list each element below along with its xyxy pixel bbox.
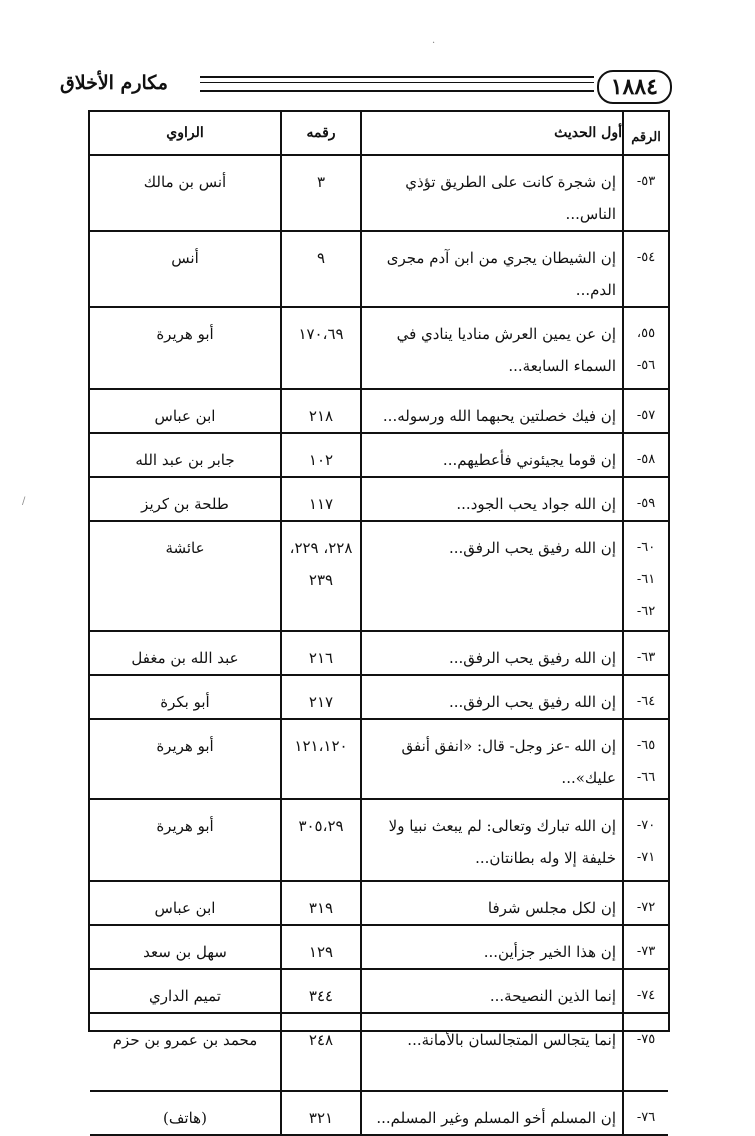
narrator: أبو هريرة xyxy=(90,719,281,799)
table-row xyxy=(90,433,668,477)
hadith-start: إن المسلم أخو المسلم وغير المسلم... xyxy=(361,1091,623,1135)
hadith-ref: ٩ xyxy=(281,231,361,307)
table-row xyxy=(90,521,668,631)
table-row xyxy=(90,881,668,925)
narrator: أنس بن مالك xyxy=(90,155,281,231)
hadith-ref: ١٧٠،٦٩ xyxy=(281,307,361,389)
table xyxy=(90,112,668,1136)
page-header xyxy=(60,66,672,108)
hadith-ref: ٢٢٨، ٢٢٩، ٢٣٩ xyxy=(281,521,361,631)
hadith-ref: ١٢٩ xyxy=(281,925,361,969)
hadith-ref: ٢١٧ xyxy=(281,675,361,719)
scan-speck: / xyxy=(22,496,26,507)
hadith-start: إن شجرة كانت على الطريق تؤذي الناس... xyxy=(361,155,623,231)
hadith-start: إن الله جواد يحب الجود... xyxy=(361,477,623,521)
hadith-ref: ٣١٩ xyxy=(281,881,361,925)
narrator: سهل بن سعد xyxy=(90,925,281,969)
hadith-start: إن هذا الخير جزأين... xyxy=(361,925,623,969)
narrator: طلحة بن كريز xyxy=(90,477,281,521)
hadith-ref: ٣٢١ xyxy=(281,1091,361,1135)
hadith-start: إنما الذين النصيحة... xyxy=(361,969,623,1013)
hadith-start: إنما يتجالس المتجالسان بالأمانة... xyxy=(361,1013,623,1091)
narrator: ابن عباس xyxy=(90,881,281,925)
hadith-ref: ٣٤٤ xyxy=(281,969,361,1013)
table-row xyxy=(90,799,668,881)
narrator: أبو هريرة xyxy=(90,307,281,389)
row-number: ٥٣- xyxy=(623,155,668,231)
narrator: محمد بن عمرو بن حزم xyxy=(90,1013,281,1091)
column-header-narrator: الراوي xyxy=(90,112,281,155)
table-row xyxy=(90,231,668,307)
table-row xyxy=(90,925,668,969)
narrator: ابن عباس xyxy=(90,389,281,433)
narrator: عائشة xyxy=(90,521,281,631)
hadith-ref: ٢٤٨ xyxy=(281,1013,361,1091)
narrator: عبد الله بن مغفل xyxy=(90,631,281,675)
row-number: ٥٩- xyxy=(623,477,668,521)
table-row xyxy=(90,631,668,675)
row-number: ٥٨- xyxy=(623,433,668,477)
table-row xyxy=(90,389,668,433)
column-header-hadith: أول الحديث xyxy=(361,112,623,155)
scan-speck: · xyxy=(432,38,436,49)
hadith-ref: ٣٠٥،٢٩ xyxy=(281,799,361,881)
row-number: ٦٠- ٦١- ٦٢- xyxy=(623,521,668,631)
narrator: أبو بكرة xyxy=(90,675,281,719)
table-header-row xyxy=(90,112,668,155)
narrator: جابر بن عبد الله xyxy=(90,433,281,477)
table-row xyxy=(90,969,668,1013)
hadith-start: إن الله -عز وجل- قال: «انفق أنفق عليك»... xyxy=(361,719,623,799)
row-number: ٥٥، ٥٦- xyxy=(623,307,668,389)
table-row xyxy=(90,307,668,389)
hadith-ref: ٢١٦ xyxy=(281,631,361,675)
table-row xyxy=(90,1091,668,1135)
hadith-ref: ١٠٢ xyxy=(281,433,361,477)
table-row xyxy=(90,719,668,799)
row-number: ٧٣- xyxy=(623,925,668,969)
hadith-start: إن الله تبارك وتعالى: لم يبعث نبيا ولا خليفة إلا وله بطانتان... xyxy=(361,799,623,881)
header-rule xyxy=(200,76,594,92)
hadith-index-table xyxy=(88,110,670,1127)
page-number: ١٨٨٤ xyxy=(597,70,672,104)
row-number: ٧٤- xyxy=(623,969,668,1013)
row-number: ٧٥- xyxy=(623,1013,668,1091)
table-row xyxy=(90,155,668,231)
hadith-start: إن الله رفيق يحب الرفق... xyxy=(361,631,623,675)
hadith-ref: ٣ xyxy=(281,155,361,231)
row-number: ٥٤- xyxy=(623,231,668,307)
table-row xyxy=(90,477,668,521)
row-number: ٦٥- ٦٦- xyxy=(623,719,668,799)
hadith-start: إن فيك خصلتين يحبهما الله ورسوله... xyxy=(361,389,623,433)
row-number: ٦٣- xyxy=(623,631,668,675)
column-header-ref: رقمه xyxy=(281,112,361,155)
hadith-start: إن قوما يجيئوني فأعطيهم... xyxy=(361,433,623,477)
row-number: ٦٤- xyxy=(623,675,668,719)
hadith-ref: ١٢١،١٢٠ xyxy=(281,719,361,799)
hadith-start: إن الشيطان يجري من ابن آدم مجرى الدم... xyxy=(361,231,623,307)
table-row xyxy=(90,675,668,719)
row-number: ٧٠- ٧١- xyxy=(623,799,668,881)
narrator: تميم الداري xyxy=(90,969,281,1013)
hadith-ref: ٢١٨ xyxy=(281,389,361,433)
hadith-start: إن عن يمين العرش مناديا ينادي في السماء السابعة... xyxy=(361,307,623,389)
narrator: أنس xyxy=(90,231,281,307)
row-number: ٧٦- xyxy=(623,1091,668,1135)
column-header-number: الرقم xyxy=(623,112,668,155)
narrator: (هاتف) xyxy=(90,1091,281,1135)
hadith-start: إن لكل مجلس شرفا xyxy=(361,881,623,925)
hadith-ref: ١١٧ xyxy=(281,477,361,521)
hadith-start: إن الله رفيق يحب الرفق... xyxy=(361,521,623,631)
row-number: ٥٧- xyxy=(623,389,668,433)
table-row xyxy=(90,1013,668,1091)
book-title: مكارم الأخلاق xyxy=(60,72,168,94)
row-number: ٧٢- xyxy=(623,881,668,925)
narrator: أبو هريرة xyxy=(90,799,281,881)
table-body xyxy=(90,155,668,1135)
hadith-start: إن الله رفيق يحب الرفق... xyxy=(361,675,623,719)
